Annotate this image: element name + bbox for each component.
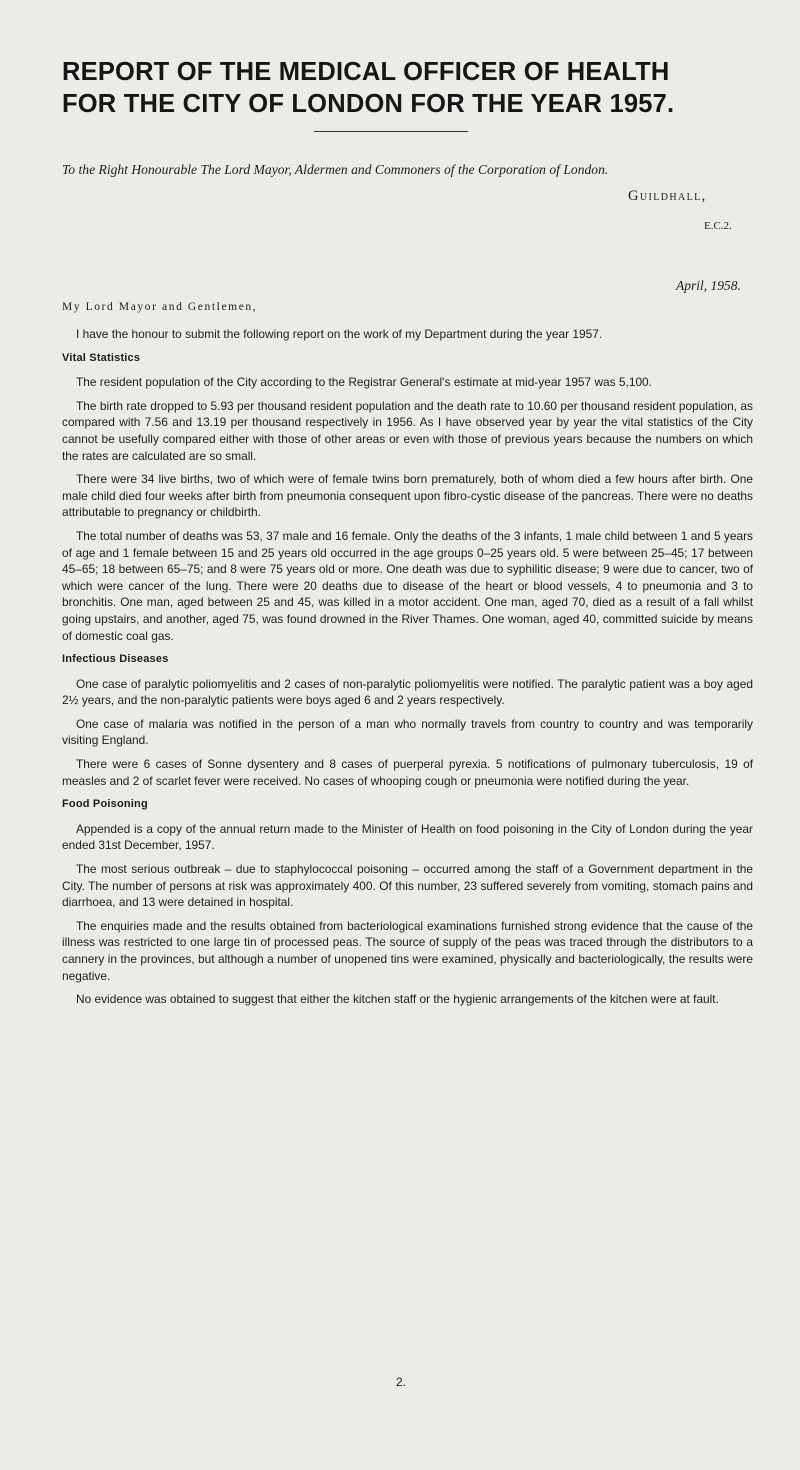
paragraph: There were 34 live births, two of which were of female twins born prematurely, both of whom died a few hours after birth. One male child died four weeks after birth from pneumonia consequent upon fibro-cystic disease of the pancreas. There were no deaths attributable to pregnancy or childbirth.	[62, 472, 753, 520]
paragraph: The resident population of the City according to the Registrar General's estimate at mid-year 1957 was 5,100.	[76, 375, 652, 390]
place-name: Guildhall,	[628, 188, 707, 204]
paragraph: Appended is a copy of the annual return made to the Minister of Health on food poisoning in the City of London during the year ended 31st December, 1957.	[62, 821, 753, 853]
intro-paragraph: I have the honour to submit the following report on the work of my Department during the year 1957.	[76, 327, 603, 341]
paragraph: The total number of deaths was 53, 37 male and 16 female. Only the deaths of the 3 infants, 1 male child between 1 and 5 years of age and 1 female between 15 and 25 years old occurred in the age groups 0–25 years old. 5 were between 25–45; 17 between 45–65; 18 between 65–75; and 8 were 75 years old or more. One death was due to syphilitic disease; 9 were due to cancer, two of which were cancer of the lung. There were 20 deaths due to disease of the heart or blood vessels, 4 to pneumonia and 3 to bronchitis. One man, aged between 25 and 45, was killed in a motor accident. One man, aged 70, died as a result of a fall whilst going upstairs, and another, aged 75, was found drowned in the River Thames. One woman, aged 40, committed suicide by means of domestic coal gas.	[62, 528, 753, 643]
title-line-2: FOR THE CITY OF LONDON FOR THE YEAR 1957.	[62, 90, 675, 118]
letter-date: April, 1958.	[676, 278, 741, 293]
title-line-1: REPORT OF THE MEDICAL OFFICER OF HEALTH	[62, 58, 670, 86]
postcode: E.C.2.	[704, 220, 732, 232]
section-heading-food-poisoning: Food Poisoning	[62, 798, 148, 811]
paragraph: There were 6 cases of Sonne dysentery and 8 cases of puerperal pyrexia. 5 notifications of pulmonary tuberculosis, 19 of measles and 2 of scarlet fever were received. No cases of whooping cough or pneumonia were notified during the year.	[62, 757, 753, 788]
title-divider	[314, 131, 468, 132]
paragraph: The most serious outbreak – due to staphylococcal poisoning – occurred among the staff of a Government department in the City. The number of persons at risk was approximately 400. Of this number, 23 suffered severely from vomiting, stomach pains and diarrhoea, and 13 were detained in hospital.	[62, 862, 753, 910]
salutation: My Lord Mayor and Gentlemen,	[62, 301, 258, 313]
page-number: 2.	[396, 1375, 407, 1389]
paragraph: The birth rate dropped to 5.93 per thousand resident population and the death rate to 10.60 per thousand resident population, as compared with 7.56 and 13.19 per thousand respectively in 1956. As I have observed year by year the vital statistics of the City cannot be usefully compared either with those of other areas or even with those of previous years because the numbers on which the rates are calculated are so small.	[62, 398, 753, 463]
paragraph: One case of malaria was notified in the person of a man who normally travels from country to country and was temporarily visiting England.	[62, 716, 753, 748]
report-body	[62, 326, 753, 1015]
paragraph: No evidence was obtained to suggest that either the kitchen staff or the hygienic arrangements of the kitchen were at fault.	[76, 992, 719, 1007]
section-heading-vital-statistics: Vital Statistics	[62, 351, 141, 364]
report-title	[62, 56, 782, 120]
address-line: To the Right Honourable The Lord Mayor, Aldermen and Commoners of the Corporation of London.	[62, 162, 609, 177]
section-heading-infectious-diseases: Infectious Diseases	[62, 653, 169, 666]
paragraph: The enquiries made and the results obtained from bacteriological examinations furnished strong evidence that the cause of the illness was restricted to one large tin of processed peas. The source of supply of the peas was traced through the distributors to a cannery in the provinces, but although a number of unopened tins were examined, physically and bacteriologically, the results were negative.	[62, 918, 753, 983]
paragraph: One case of paralytic poliomyelitis and 2 cases of non-paralytic poliomyelitis were notified. The paralytic patient was a boy aged 2½ years, and the non-paralytic patients were boys aged 6 and 2 years respectively.	[62, 676, 753, 708]
